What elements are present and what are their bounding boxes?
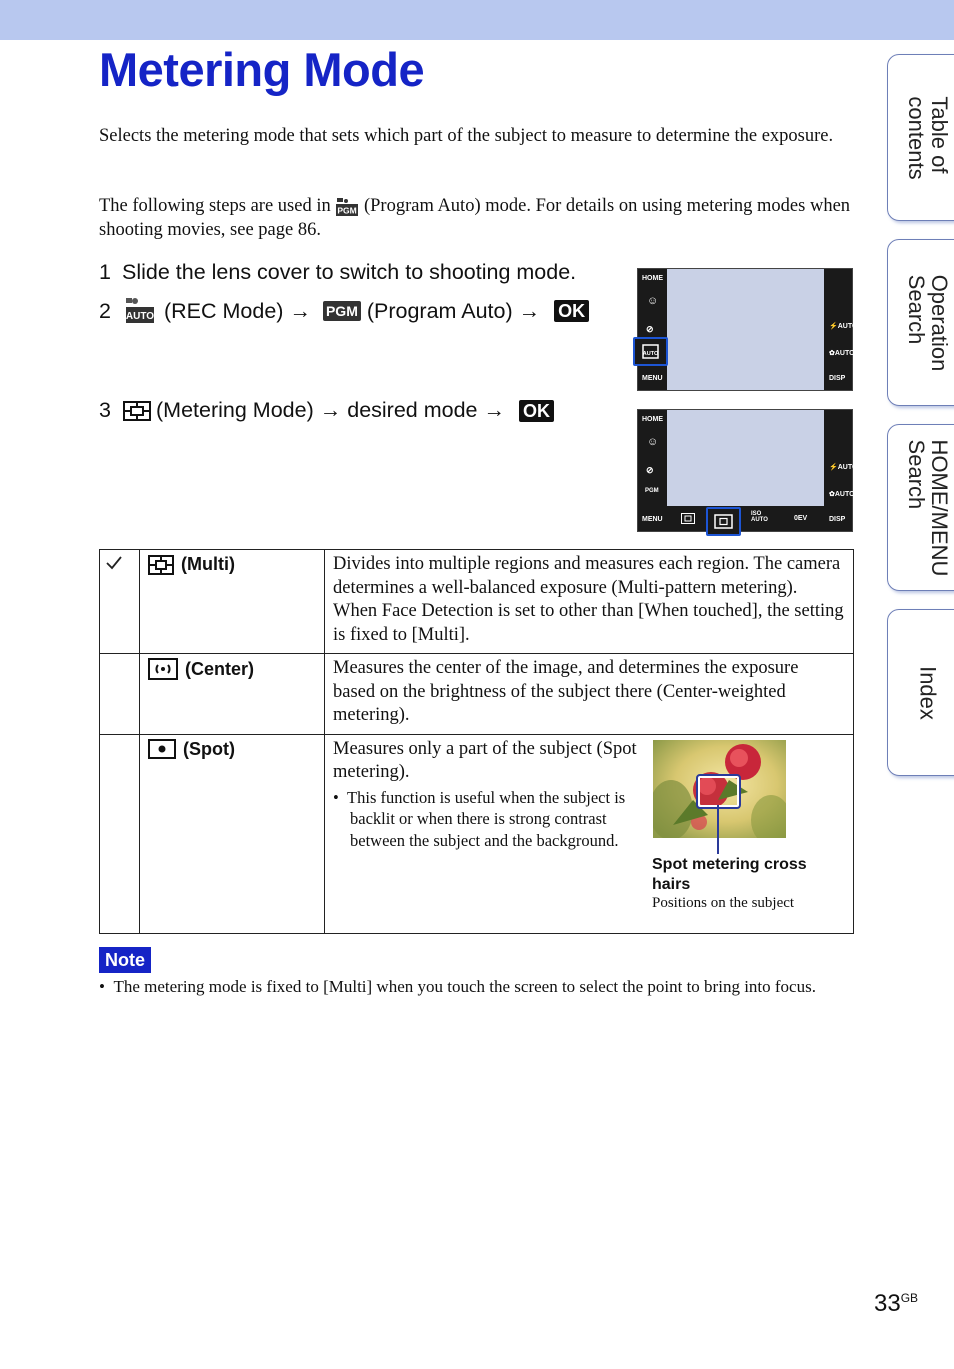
note-label: Note [99, 947, 151, 973]
disp-button[interactable]: DISP [829, 375, 846, 382]
program-auto-paragraph [99, 194, 859, 242]
mode-name-cell [140, 734, 325, 933]
camera-screen-metering [637, 409, 858, 532]
home-button[interactable]: HOME [642, 416, 663, 423]
default-cell [100, 654, 140, 735]
mode-name: (Multi) [181, 554, 235, 574]
para2-start: The following steps are used in [99, 196, 331, 216]
mode-name: (Center) [185, 658, 255, 679]
step-text: Slide the lens cover to switch to shooting mode. [122, 260, 577, 284]
self-timer-off-icon: ⊘ [646, 465, 654, 475]
table-row-multi [100, 550, 854, 654]
self-timer-off-icon: ⊘ [646, 324, 654, 334]
mode-name-cell [140, 654, 325, 735]
arrow-glyph: → [319, 398, 342, 422]
para2-end: (Program Auto) mode. For details on using metering modes when shooting movies, see page 86. [99, 196, 851, 240]
arrow-glyph: → [289, 298, 311, 323]
program-auto-icon [335, 197, 359, 217]
center-metering-icon [148, 658, 178, 680]
table-row-center [100, 654, 854, 735]
page-title: Metering Mode [99, 43, 425, 96]
tab-table-of-contents[interactable] [887, 54, 954, 221]
ok-button-icon: OK [554, 300, 589, 322]
program-auto-label: (Program Auto) [366, 298, 513, 323]
bullet-text: This function is useful when the subject is backlit or when there is strong contrast between the subject and the background. [347, 787, 626, 850]
tab-operation-search[interactable] [887, 239, 954, 406]
mode-description: Measures only a part of the subject (Spot metering). [333, 738, 637, 782]
step-number: 3 [99, 398, 111, 422]
multi-metering-icon [681, 513, 695, 524]
bullet-item: • This function is useful when the subject is backlit or when there is strong contrast between the subject and the background. [333, 787, 626, 850]
note-text: The metering mode is fixed to [Multi] when you touch the screen to select the point to bring into focus. [113, 977, 816, 996]
lcd-preview [667, 410, 824, 506]
spot-cross-hairs [698, 776, 739, 807]
screen-bottom-bar [667, 506, 824, 531]
metering-mode-icon [122, 399, 152, 423]
mode-description: Divides into multiple regions and measures each region. The camera determines a well-balanced exposure (Multi-pattern metering). When Face Detection is set to other than [When touched], the setting is fixed to [Multi]. [325, 550, 854, 654]
desired-mode-label: desired mode [347, 398, 478, 422]
svg-text:PGM: PGM [337, 205, 358, 216]
spot-metering-icon [148, 739, 176, 759]
tab-home-menu-search[interactable] [887, 424, 954, 591]
tab-label: Index [915, 665, 941, 720]
intro-text: Selects the metering mode that sets which part of the subject to measure to determine the exposure. [99, 126, 834, 146]
step-number: 2 [99, 298, 111, 323]
iso-auto-value: AUTO [751, 517, 768, 523]
spot-caption-title: Spot metering cross hairs [652, 856, 807, 893]
arrow-glyph: → [518, 298, 541, 323]
screen-right-bar [824, 410, 858, 531]
screen-left-bar [638, 269, 667, 390]
page-number [874, 1290, 918, 1318]
step-number: 1 [99, 260, 111, 284]
tab-label: Table of contents [904, 95, 952, 180]
macro-auto-icon: ✿AUTO [829, 350, 855, 357]
metering-mode-label: (Metering Mode) [156, 398, 314, 422]
auto-label: AUTO [642, 351, 659, 357]
step-1 [99, 260, 576, 285]
smile-icon: ☺ [647, 436, 659, 448]
rec-mode-label: (REC Mode) [164, 298, 284, 323]
default-cell [100, 550, 140, 654]
metering-mode-icon [708, 509, 739, 534]
screen-left-bar [638, 410, 667, 531]
ok-button-icon: OK [519, 400, 554, 422]
metering-mode-highlight[interactable] [706, 507, 741, 536]
iso-label: ISO [751, 511, 762, 517]
default-cell [100, 734, 140, 933]
step-3 [99, 398, 554, 423]
rec-mode-auto-icon [122, 295, 156, 327]
tab-label: Operation Search [904, 274, 952, 371]
arrow-glyph: → [483, 398, 506, 422]
tab-index[interactable] [887, 609, 954, 776]
macro-auto-icon: ✿AUTO [829, 491, 855, 498]
program-auto-icon: PGM [323, 301, 361, 321]
smile-icon: ☺ [647, 295, 659, 307]
iso-auto-label [751, 511, 768, 523]
ev-label: 0EV [794, 515, 808, 522]
menu-button[interactable]: MENU [642, 375, 663, 382]
program-auto-icon: PGM [645, 488, 659, 494]
tab-label: HOME/MENU Search [904, 439, 952, 576]
header-bar [0, 0, 954, 40]
mode-name-cell [140, 550, 325, 654]
disp-button[interactable]: DISP [829, 516, 846, 523]
note-item: • The metering mode is fixed to [Multi] when you touch the screen to select the point to bring into focus. [99, 977, 816, 996]
spot-caption-subtitle: Positions on the subject [652, 895, 795, 911]
check-icon [106, 556, 122, 570]
page-number-suffix: GB [900, 1291, 919, 1305]
lcd-preview [667, 269, 824, 390]
camera-screen-rec-mode [637, 268, 858, 391]
flash-auto-icon: ⚡AUTO [829, 323, 858, 330]
flash-auto-icon: ⚡AUTO [829, 464, 858, 471]
svg-text:AUTO: AUTO [125, 311, 155, 322]
mode-name: (Spot) [183, 738, 235, 759]
menu-button[interactable]: MENU [642, 516, 663, 523]
multi-metering-icon [148, 555, 174, 575]
screen-right-bar [824, 269, 858, 390]
callout-line [717, 805, 719, 854]
page-number-value: 33 [874, 1290, 901, 1317]
mode-description: Measures the center of the image, and determines the exposure based on the brightness of the subject there (Center-weighted metering). [325, 654, 854, 735]
home-button[interactable]: HOME [642, 275, 663, 282]
rec-mode-highlight[interactable] [633, 337, 668, 366]
rec-mode-auto-icon [635, 339, 666, 364]
step-2 [99, 295, 589, 327]
